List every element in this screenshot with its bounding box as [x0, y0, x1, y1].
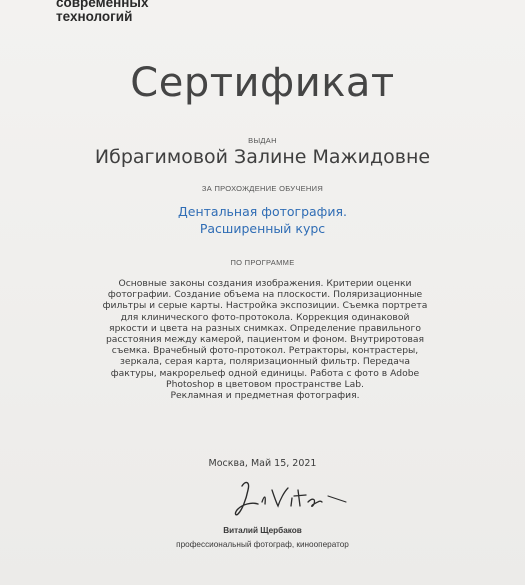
signer-name: Виталий Щербаков: [223, 526, 302, 535]
course-title-line-2: Расширенный курс: [199, 221, 326, 236]
program-line: для клинического фото-протокола. Коррекция одинаковой: [120, 311, 410, 323]
logo-line-1: современных: [56, 0, 149, 10]
course-title: [0, 203, 525, 237]
program-line: Основные законы создания изображения. Критерии оценки: [118, 278, 412, 289]
organization-logo: [56, 0, 148, 24]
program-line: зеркала, серая карта, поляризационный фильтр. Передача: [120, 356, 410, 368]
program-line: съемка. Врачебный фото-протокол. Ретракторы, контрастеры,: [111, 345, 419, 357]
handwritten-signature: [228, 476, 358, 518]
completion-label: ЗА ПРОХОЖДЕНИЕ ОБУЧЕНИЯ: [201, 184, 324, 193]
program-label: ПО ПРОГРАММЕ: [230, 258, 295, 267]
signer-role: профессиональный фотограф, кинооператор: [176, 540, 349, 549]
program-line: фильтры и серые карты. Настройка экспозиции. Съемка портрета: [102, 300, 428, 312]
course-title-line-1: Дентальная фотография.: [178, 204, 347, 219]
program-line: Рекламная и предметная фотография.: [170, 390, 360, 402]
program-line: яркости и цвета на разных снимках. Определение правильного: [109, 322, 421, 334]
recipient-name: Ибрагимовой Залине Мажидовне: [94, 146, 431, 168]
program-line: фотографии. Создание объема на плоскости. Поляризационные: [107, 289, 423, 301]
program-line: фактуры, макрорельеф одной единицы. Работа с фото в Adobe: [110, 367, 420, 379]
program-line: расстояния между камерой, пациентом и фоном. Внутриротовая: [105, 334, 425, 346]
certificate-title: Сертификат: [130, 60, 395, 106]
logo-line-2: технологий: [56, 9, 133, 24]
issued-label: ВЫДАН: [248, 136, 277, 145]
program-line: Photoshop в цветовом пространстве Lab.: [166, 378, 364, 390]
place-date: Москва, Май 15, 2021: [208, 458, 317, 469]
program-description: [80, 278, 450, 401]
